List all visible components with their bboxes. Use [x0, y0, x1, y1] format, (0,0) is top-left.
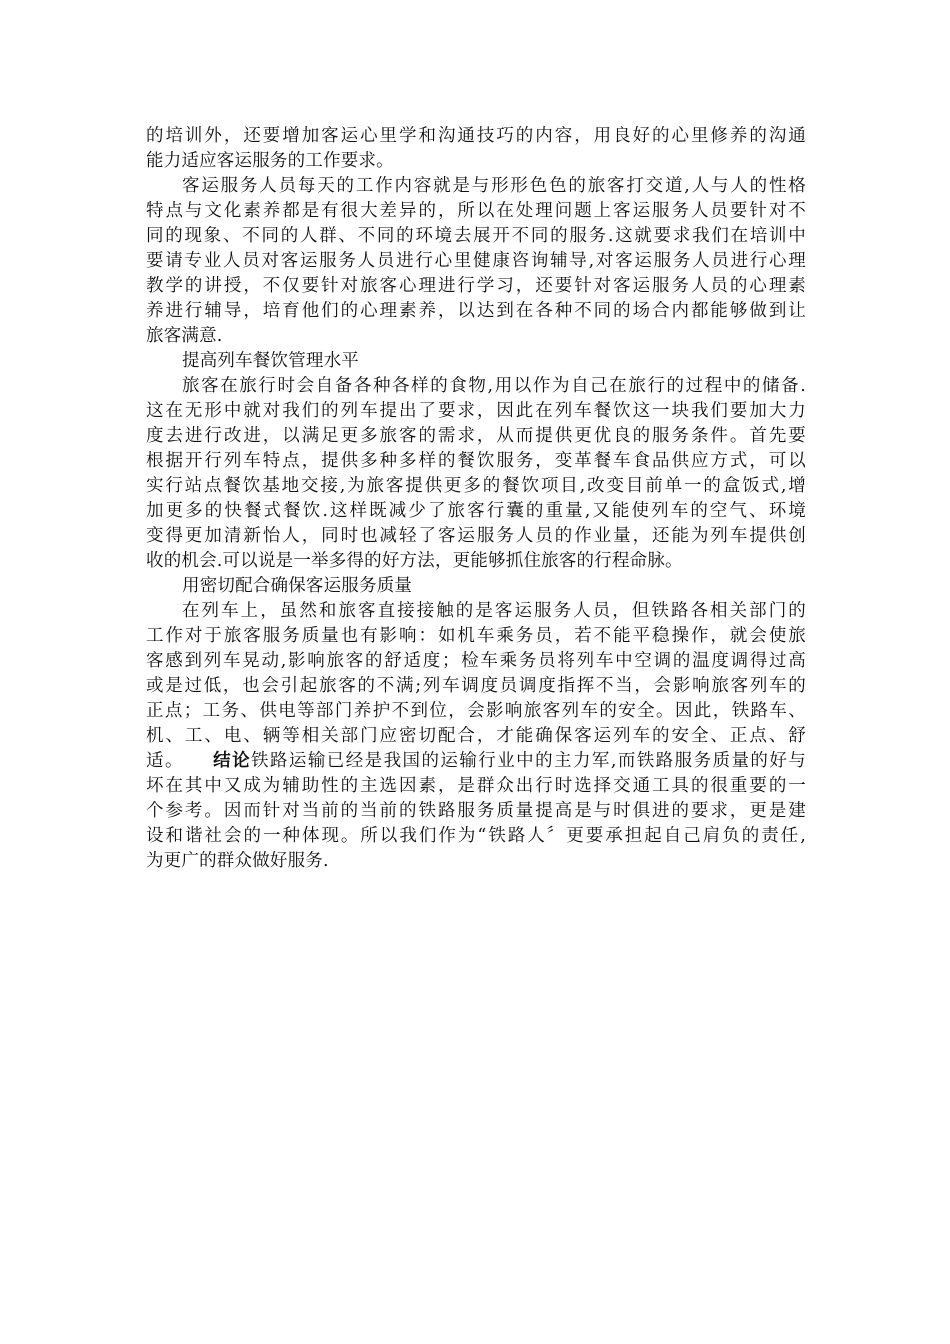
paragraph-line: 要请专业人员对客运服务人员进行心里健康咨询辅导,对客运服务人员进行心理: [146, 251, 806, 271]
paragraph-line: 同的现象、不同的人群、不同的环境去展开不同的服务.这就要求我们在培训中: [146, 226, 806, 246]
paragraph-line: 这在无形中就对我们的列车提出了要求，因此在列车餐饮这一块我们要加大力: [146, 401, 806, 421]
paragraph-line: 能力适应客运服务的工作要求。: [146, 151, 394, 171]
conclusion-label: 结论: [211, 751, 252, 771]
paragraph-line: 旅客满意.: [146, 326, 223, 346]
paragraph-line: 的培训外，还要增加客运心里学和沟通技巧的内容，用良好的心里修养的沟通: [146, 126, 806, 146]
paragraph-line: 正点；工务、供电等部门养护不到位，会影响旅客列车的安全。因此，铁路车、: [146, 701, 806, 721]
paragraph-line: 变得更加清新怡人，同时也减轻了客运服务人员的作业量，还能为列车提供创: [146, 526, 806, 546]
paragraph-line: 旅客在旅行时会自备各种各样的食物,用以作为自己在旅行的过程中的储备.: [182, 376, 806, 396]
paragraph-line: 实行站点餐饮基地交接,为旅客提供更多的餐饮项目,改变目前单一的盒饭式,增: [146, 476, 806, 496]
document-page: [146, 124, 806, 874]
paragraph-line: 收的机会.可以说是一举多得的好方法，更能够抓住旅客的行程命脉。: [146, 551, 683, 571]
paragraph-line: 客感到列车晃动,影响旅客的舒适度；检车乘务员将列车中空调的温度调得过高: [146, 651, 806, 671]
conclusion-text: 铁路运输已经是我国的运输行业中的主力军,而铁路服务质量的好与: [251, 751, 807, 771]
paragraph-line: 机、工、电、辆等相关部门应密切配合，才能确保客运列车的安全、正点、舒: [146, 726, 806, 746]
paragraph-line: 客运服务人员每天的工作内容就是与形形色色的旅客打交道,人与人的性格: [182, 176, 806, 196]
paragraph-line: 坏在其中又成为辅助性的主选因素，是群众出行时选择交通工具的很重要的一: [146, 776, 806, 796]
paragraph-end-text: 适。: [146, 751, 184, 771]
paragraph-line: 度去进行改进，以满足更多旅客的需求，从而提供更优良的服务条件。首先要: [146, 426, 806, 446]
paragraph-line: 工作对于旅客服务质量也有影响：如机车乘务员，若不能平稳操作，就会使旅: [146, 626, 806, 646]
paragraph-line: 根据开行列车特点，提供多种多样的餐饮服务，变革餐车食品供应方式，可以: [146, 451, 806, 471]
section-heading: 提高列车餐饮管理水平: [182, 351, 359, 371]
paragraph-line: 个参考。因而针对当前的当前的铁路服务质量提高是与时俱进的要求，更是建: [146, 801, 806, 821]
paragraph-line: 在列车上，虽然和旅客直接接触的是客运服务人员，但铁路各相关部门的: [182, 601, 806, 621]
paragraph-line: 或是过低，也会引起旅客的不满;列车调度员调度指挥不当，会影响旅客列车的: [146, 676, 806, 696]
paragraph-line: 为更广的群众做好服务.: [146, 851, 329, 871]
paragraph-line: 教学的讲授，不仅要针对旅客心理进行学习，还要针对客运服务人员的心理素: [146, 276, 806, 296]
paragraph-line: 加更多的快餐式餐饮.这样既减少了旅客行囊的重量,又能使列车的空气、环境: [146, 501, 806, 521]
paragraph-line: 养进行辅导，培育他们的心理素养，以达到在各种不同的场合内都能够做到让: [146, 301, 806, 321]
paragraph-line: 特点与文化素养都是有很大差异的，所以在处理问题上客运服务人员要针对不: [146, 201, 806, 221]
paragraph-line: 设和谐社会的一种体现。所以我们作为“铁路人〞更要承担起自己肩负的责任,: [146, 826, 806, 846]
paragraph-line-mixed: [146, 749, 806, 774]
section-heading: 用密切配合确保客运服务质量: [182, 576, 413, 596]
